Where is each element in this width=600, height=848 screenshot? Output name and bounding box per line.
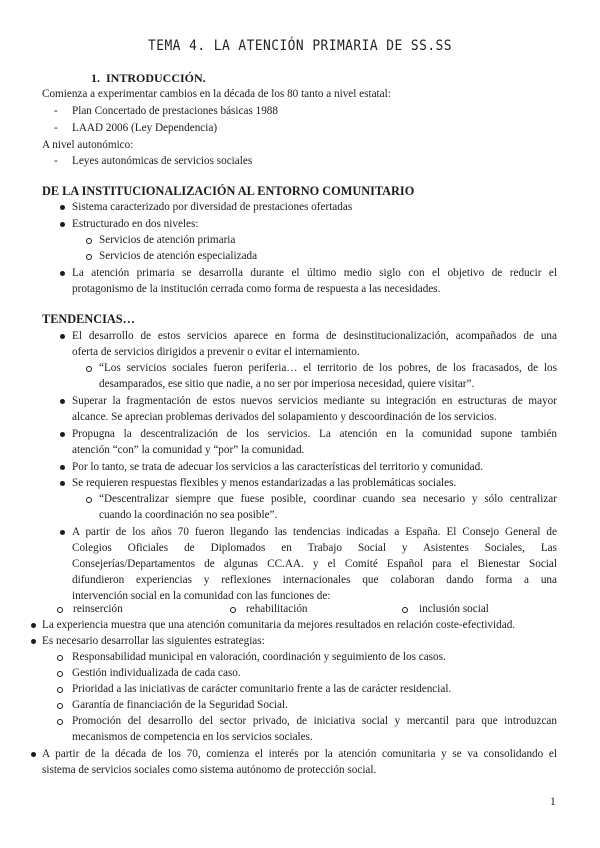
list-item: Estructurado en dos niveles:: [72, 218, 199, 230]
intro-item-laad: LAAD 2006 (Ley Dependencia): [72, 122, 218, 134]
function-item: inclusión social: [419, 603, 489, 615]
list-item: El desarrollo de estos servicios aparece en forma de desinstitucionalización, acompañados de una: [72, 330, 557, 342]
circle-bullet-icon: [86, 366, 92, 372]
bullet-icon: [60, 465, 65, 470]
intro-paragraph: A nivel autonómico:: [42, 139, 134, 151]
list-item: A partir de los años 70 fueron llegando las tendencias indicadas a España. El Consejo General de: [72, 526, 557, 538]
section-heading: DE LA INSTITUCIONALIZACIÓN AL ENTORNO COMUNITARIO: [42, 184, 415, 198]
page-title: TEMA 4. LA ATENCIÓN PRIMARIA DE SS.SS: [148, 38, 452, 54]
bullet-icon: [60, 530, 65, 535]
circle-bullet-icon: [57, 703, 63, 709]
list-item: Superar la fragmentación de estos nuevos servicios mediante su integración en estructuras de mayor: [72, 395, 557, 407]
bullet-icon: [60, 432, 65, 437]
list-item-continuation: protagonismo de la institución cerrada como forma de respuesta a las necesidades.: [72, 283, 441, 295]
function-item: rehabilitación: [246, 603, 308, 615]
section-heading: TENDENCIAS…: [42, 312, 135, 326]
dash-bullet: -: [54, 122, 58, 134]
intro-heading: 1. INTRODUCCIÓN.: [91, 71, 206, 85]
list-item: Propugna la descentralización de los servicios. La atención en la comunidad supone también: [72, 428, 557, 440]
circle-bullet-icon: [86, 238, 92, 244]
function-item: reinserción: [73, 603, 123, 615]
dash-bullet: -: [54, 155, 58, 167]
bullet-icon: [60, 222, 65, 227]
intro-item-leyes: Leyes autonómicas de servicios sociales: [72, 155, 253, 167]
list-item: Se requieren respuestas flexibles y menos estandarizadas a las problemáticas sociales.: [72, 477, 457, 489]
list-item: Por lo tanto, se trata de adecuar los servicios a las características del territorio y comunidad.: [72, 461, 483, 473]
intro-item-plan: Plan Concertado de prestaciones básicas 1988: [72, 105, 278, 117]
circle-bullet-icon: [86, 254, 92, 260]
bullet-icon: [31, 752, 36, 757]
list-item-continuation: difundieron experiencias y reflexiones internacionales que colaboran dando forma a una: [72, 574, 557, 586]
bullet-icon: [60, 205, 65, 210]
list-item: Servicios de atención especializada: [99, 250, 258, 262]
bullet-icon: [31, 639, 36, 644]
bullet-icon: [60, 334, 65, 339]
page-number: 1: [550, 796, 556, 808]
bullet-icon: [60, 271, 65, 276]
dash-bullet: -: [54, 105, 58, 117]
list-item: Sistema caracterizado por diversidad de prestaciones ofertadas: [72, 201, 353, 213]
quote: “Los servicios sociales fueron periferia… el territorio de los pobres, de los fracasados, de los: [99, 362, 557, 374]
list-item-continuation: intervención social en la comunidad con las funciones de:: [72, 590, 331, 602]
list-item-continuation: alcance. Se aprecian problemas derivados del solapamiento y descoordinación de los servicios.: [72, 411, 497, 423]
list-item: La experiencia muestra que una atención comunitaria da mejores resultados en relación coste-efectividad.: [42, 619, 516, 631]
circle-bullet-icon: [86, 497, 92, 503]
list-item-continuation: oferta de servicios dirigidos a prevenir o evitar el internamiento.: [72, 346, 360, 358]
list-item-continuation: Colegios Oficiales de Diplomados en Trabajo Social y Asistentes Sociales, Las: [72, 542, 557, 554]
bullet-icon: [31, 623, 36, 628]
list-item: Es necesario desarrollar las siguientes estrategias:: [42, 635, 265, 647]
circle-bullet-icon: [57, 607, 63, 613]
strategy-item-continuation: mecanismos de competencia en los servicios sociales.: [72, 731, 313, 743]
strategy-item: Responsabilidad municipal en valoración, coordinación y seguimiento de los casos.: [72, 651, 446, 663]
list-item: A partir de la década de los 70, comienza el interés por la atención comunitaria y se va consolidando el: [42, 748, 557, 760]
circle-bullet-icon: [230, 607, 236, 613]
list-item-continuation: atención “con” la comunidad y “por” la comunidad.: [72, 444, 305, 456]
circle-bullet-icon: [57, 671, 63, 677]
strategy-item: Garantía de financiación de la Seguridad Social.: [72, 699, 288, 711]
strategy-item: Promoción del desarrollo del sector privado, de iniciativa social y mercantil para que introduzcan: [72, 715, 557, 727]
circle-bullet-icon: [57, 719, 63, 725]
strategy-item: Prioridad a las iniciativas de carácter comunitario frente a las de carácter residencial.: [72, 683, 452, 695]
list-item: Servicios de atención primaria: [99, 234, 236, 246]
list-item-continuation: sistema de servicios sociales como sistema autónomo de protección social.: [42, 764, 377, 776]
intro-paragraph: Comienza a experimentar cambios en la década de los 80 tanto a nivel estatal:: [42, 88, 391, 100]
bullet-icon: [60, 399, 65, 404]
circle-bullet-icon: [402, 607, 408, 613]
circle-bullet-icon: [57, 655, 63, 661]
bullet-icon: [60, 481, 65, 486]
list-item: La atención primaria se desarrolla durante el último medio siglo con el objetivo de reducir el: [72, 267, 557, 279]
quote: “Descentralizar siempre que fuese posible, coordinar cuando sea necesario y sólo centralizar: [99, 493, 557, 505]
circle-bullet-icon: [57, 687, 63, 693]
quote-continuation: desamparados, ese sitio que nadie, a no ser por imperiosa necesidad, quiere visitar”.: [99, 378, 475, 390]
quote-continuation: cuando la coordinación no sea posible”.: [99, 509, 278, 521]
strategy-item: Gestión individualizada de cada caso.: [72, 667, 241, 679]
list-item-continuation: Consejerías/Departamentos de algunas CC.AA. y el Comité Español para el Bienestar Social: [72, 558, 557, 570]
